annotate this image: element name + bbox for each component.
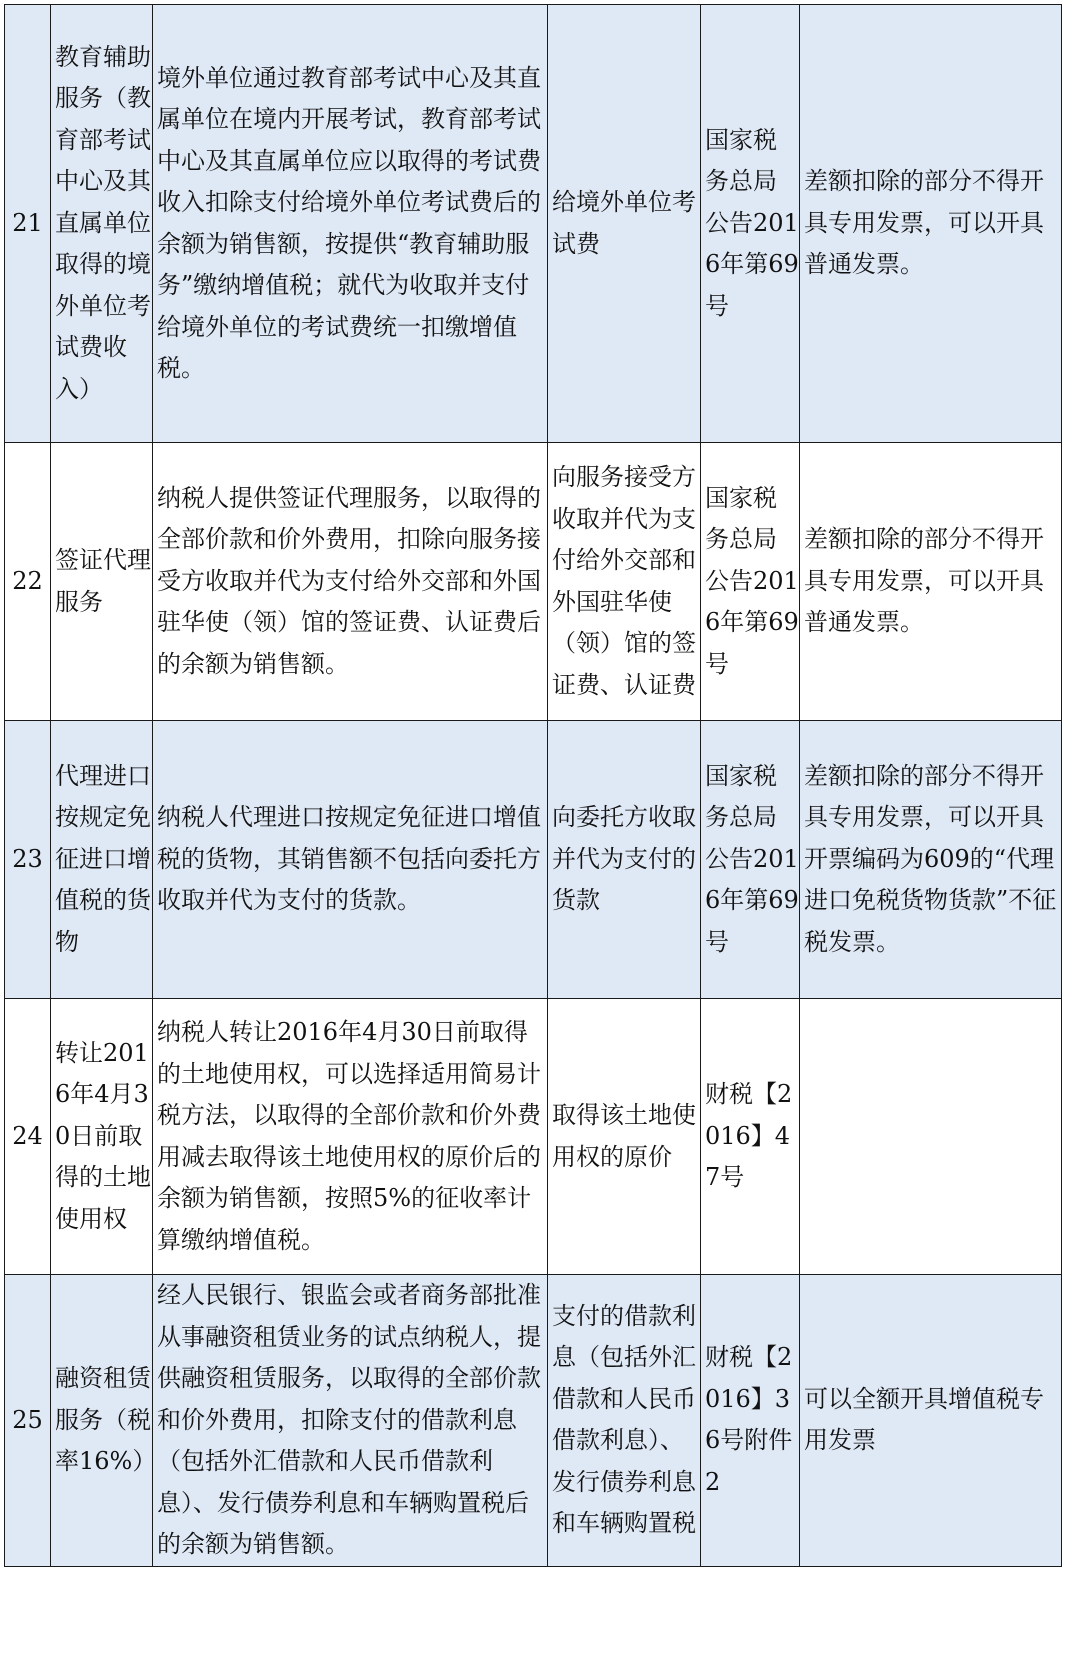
policy-text: 纳税人代理进口按规定免征进口增值税的货物，其销售额不包括向委托方收取并代为支付的货款。: [153, 721, 548, 999]
policy-basis: 国家税务总局公告2016年第69号: [701, 5, 800, 443]
row-number: 21: [5, 5, 51, 443]
service-item: 融资租赁服务（税率16%）: [51, 1275, 153, 1567]
invoice-note: 差额扣除的部分不得开具专用发票，可以开具普通发票。: [800, 5, 1062, 443]
invoice-note: 差额扣除的部分不得开具专用发票，可以开具普通发票。: [800, 443, 1062, 721]
deduction-item: 给境外单位考试费: [548, 5, 701, 443]
service-item: 教育辅助服务（教育部考试中心及其直属单位取得的境外单位考试费收入）: [51, 5, 153, 443]
table-row: [5, 721, 1062, 999]
policy-text: 纳税人提供签证代理服务，以取得的全部价款和价外费用，扣除向服务接受方收取并代为支付给外交部和外国驻华使（领）馆的签证费、认证费后的余额为销售额。: [153, 443, 548, 721]
table-row: [5, 1275, 1062, 1567]
policy-text: 纳税人转让2016年4月30日前取得的土地使用权，可以选择适用简易计税方法，以取得的全部价款和价外费用减去取得该土地使用权的原价后的余额为销售额，按照5%的征收率计算缴纳增值税。: [153, 999, 548, 1275]
row-number: 23: [5, 721, 51, 999]
row-number: 22: [5, 443, 51, 721]
table-row: [5, 5, 1062, 443]
policy-text: 境外单位通过教育部考试中心及其直属单位在境内开展考试，教育部考试中心及其直属单位应以取得的考试费收入扣除支付给境外单位考试费后的余额为销售额，按提供“教育辅助服务”缴纳增值税；就代为收取并支付给境外单位的考试费统一扣缴增值税。: [153, 5, 548, 443]
table-row: [5, 999, 1062, 1275]
service-item: 转让2016年4月30日前取得的土地使用权: [51, 999, 153, 1275]
invoice-note: 差额扣除的部分不得开具专用发票，可以开具开票编码为609的“代理进口免税货物货款”不征税发票。: [800, 721, 1062, 999]
deduction-item: 支付的借款利息（包括外汇借款和人民币借款利息）、发行债券利息和车辆购置税: [548, 1275, 701, 1567]
policy-text: 经人民银行、银监会或者商务部批准从事融资租赁业务的试点纳税人，提供融资租赁服务，以取得的全部价款和价外费用，扣除支付的借款利息（包括外汇借款和人民币借款利息）、发行债券利息和车辆购置税后的余额为销售额。: [153, 1275, 548, 1567]
row-number: 25: [5, 1275, 51, 1567]
service-item: 签证代理服务: [51, 443, 153, 721]
service-item: 代理进口按规定免征进口增值税的货物: [51, 721, 153, 999]
row-number: 24: [5, 999, 51, 1275]
table-row: [5, 443, 1062, 721]
policy-basis: 财税【2016】47号: [701, 999, 800, 1275]
deduction-item: 向服务接受方收取并代为支付给外交部和外国驻华使（领）馆的签证费、认证费: [548, 443, 701, 721]
deduction-item: 向委托方收取并代为支付的货款: [548, 721, 701, 999]
deduction-item: 取得该土地使用权的原价: [548, 999, 701, 1275]
tax-deduction-table: [4, 4, 1062, 1567]
invoice-note: 可以全额开具增值税专用发票: [800, 1275, 1062, 1567]
policy-basis: 国家税务总局公告2016年第69号: [701, 443, 800, 721]
policy-basis: 国家税务总局公告2016年第69号: [701, 721, 800, 999]
invoice-note: [800, 999, 1062, 1275]
policy-basis: 财税【2016】36号附件2: [701, 1275, 800, 1567]
